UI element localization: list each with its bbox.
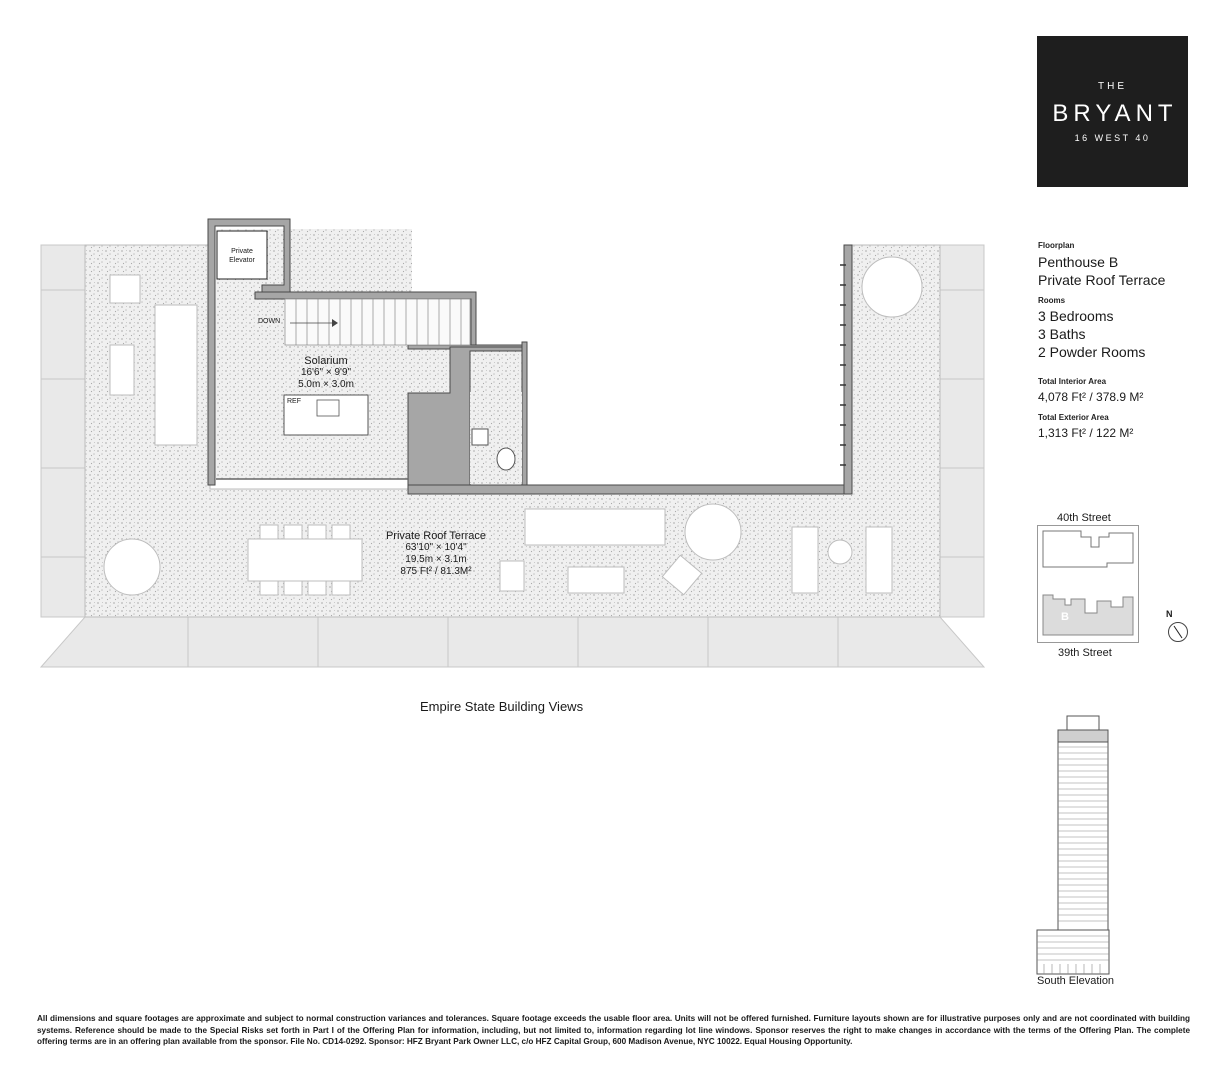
stairs [285,299,470,345]
interior-area-value: 4,078 Ft² / 378.9 M² [1038,390,1144,404]
south-elevation-caption: South Elevation [1037,975,1115,987]
solarium-name: Solarium [304,355,348,367]
compass-icon [1167,621,1189,648]
solarium-dim-metric: 5.0m × 3.0m [298,379,354,390]
logo-address: 16 WEST 40 [1074,133,1151,143]
brand-logo [1037,36,1188,187]
floor-plan [40,217,986,669]
south-elevation-drawing [1036,713,1112,980]
rooms-bedrooms: 3 Bedrooms [1038,308,1114,324]
logo-the: THE [1098,81,1127,92]
terrace-dim-imperial: 63'10" × 10'4" [405,542,467,553]
solarium-dim-imperial: 16'6" × 9'9" [300,367,352,378]
terrace-label [366,530,506,578]
logo-name: BRYANT [1052,100,1178,127]
key-plan-north-street: 40th Street [1057,512,1111,524]
rooms-label: Rooms [1038,296,1066,305]
exterior-area-value: 1,313 Ft² / 122 M² [1038,426,1134,440]
terrace-area: 875 Ft² / 81.3M² [400,566,472,577]
north-arrow-label: N [1166,609,1173,619]
floorplan-line2: Private Roof Terrace [1038,272,1166,288]
ref-label: REF [287,398,301,405]
floor-plan-drawing [40,217,986,669]
elevator-label-line1: Private [231,248,253,255]
rooms-baths: 3 Baths [1038,326,1086,342]
terrace-dim-metric: 19.5m × 3.1m [405,554,467,565]
legal-disclaimer: All dimensions and square footages are approximate and subject to normal construction variances and tolerances. Square footage exceeds the usable floor area. Units will not be offered furnished. Furniture layouts shown are for illustrative purposes only and are not coordinated with building systems. Reference should be made to the Special Risks set forth in Part I of the Offering Plan for information, including, but not limited to, information regarding lot line windows. Sponsor reserves the right to make changes in accordance with the terms of the Offering Plan. The complete offering terms are in an offering plan available from the sponsor. File No. CD14-0292. Sponsor: HFZ Bryant Park Owner LLC, c/o HFZ Capital Group, 600 Madison Avenue, NYC 10022. Equal Housing Opportunity. [37,1014,1190,1046]
terrace-name: Private Roof Terrace [385,530,487,542]
interior-area-label: Total Interior Area [1038,377,1107,386]
key-plan [1037,525,1139,648]
key-plan-unit-b: B [1061,611,1069,623]
solarium-label [266,355,386,391]
stair-down-label: DOWN [258,318,281,325]
floorplan-label: Floorplan [1038,241,1075,250]
exterior-area-label: Total Exterior Area [1038,413,1109,422]
elevator-label-line2: Elevator [229,257,255,264]
key-plan-south-street: 39th Street [1058,647,1112,659]
views-caption: Empire State Building Views [420,699,584,714]
floorplan-line1: Penthouse B [1038,254,1119,270]
rooms-powder: 2 Powder Rooms [1038,344,1146,360]
